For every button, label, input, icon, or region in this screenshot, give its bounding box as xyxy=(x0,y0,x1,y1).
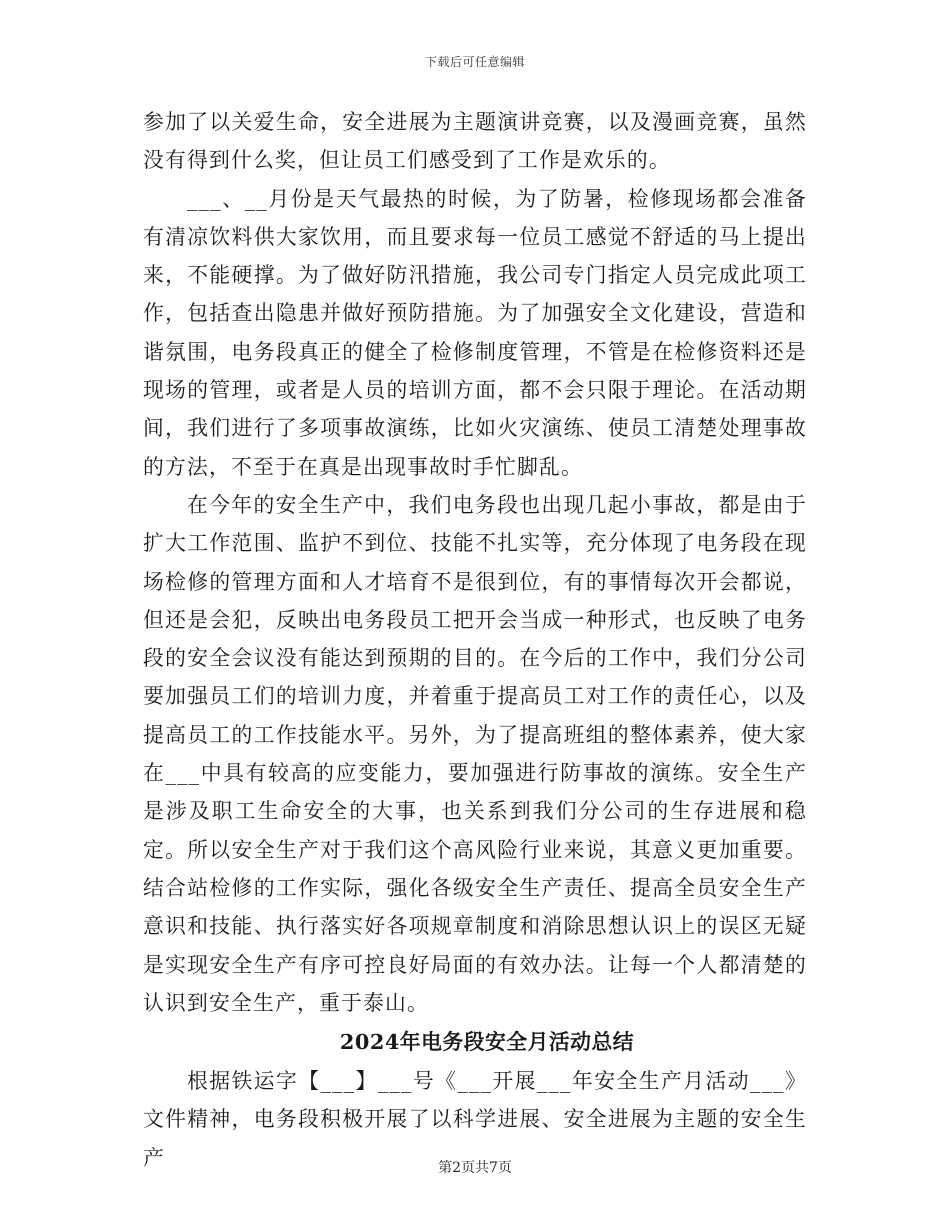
paragraph-2: ___、__月份是天气最热的时候，为了防暑，检修现场都会准备有清凉饮料供大家饮用，而且要求每一位员工感觉不舒适的马上提出来，不能硬撑。为了做好防汛措施，我公司专门指定人员完成此项工作，包括查出隐患并做好预防措施。为了加强安全文化建设，营造和谐氛围，电务段真正的健全了检修制度管理，不管是在检修资料还是现场的管理，或者是人员的培训方面，都不会只限于理论。在活动期间，我们进行了多项事故演练，比如火灾演练、使员工清楚处理事故的方法，不至于在真是出现事故时手忙脚乱。 xyxy=(143,186,807,479)
page-header: 下载后可任意编辑 xyxy=(424,55,525,69)
document-body xyxy=(143,103,807,1177)
page-number: 第2页共7页 xyxy=(438,1160,512,1176)
section-title: 2024年电务段安全月活动总结 xyxy=(339,1029,635,1055)
paragraph-3: 在今年的安全生产中，我们电务段也出现几起小事故，都是由于扩大工作范围、监护不到位、技能不扎实等，充分体现了电务段在现场检修的管理方面和人才培育不是很到位，有的事情每次开会都说，但还是会犯，反映出电务段员工把开会当成一种形式，也反映了电务段的安全会议没有能达到预期的目的。在今后的工作中，我们分公司要加强员工们的培训力度，并着重于提高员工对工作的责任心，以及提高员工的工作技能水平。另外，为了提高班组的整体素养，使大家在___中具有较高的应变能力，要加强进行防事故的演练。安全生产是涉及职工生命安全的大事，也关系到我们分公司的生存进展和稳定。所以安全生产对于我们这个高风险行业来说，其意义更加重要。结合站检修的工作实际，强化各级安全生产责任、提高全员安全生产意识和技能、执行落实好各项规章制度和消除思想认识上的误区无疑是实现安全生产有序可控良好局面的有效办法。让每一个人都清楚的认识到安全生产，重于泰山。 xyxy=(143,492,807,1015)
paragraph-1: 参加了以关爱生命，安全进展为主题演讲竞赛，以及漫画竞赛，虽然没有得到什么奖，但让员工们感受到了工作是欢乐的。 xyxy=(143,110,807,173)
paragraph-4: 根据铁运字【___】___号《___开展___年安全生产月活动___》文件精神，电务段积极开展了以科学进展、安全进展为主题的安全生产 xyxy=(143,1069,807,1170)
